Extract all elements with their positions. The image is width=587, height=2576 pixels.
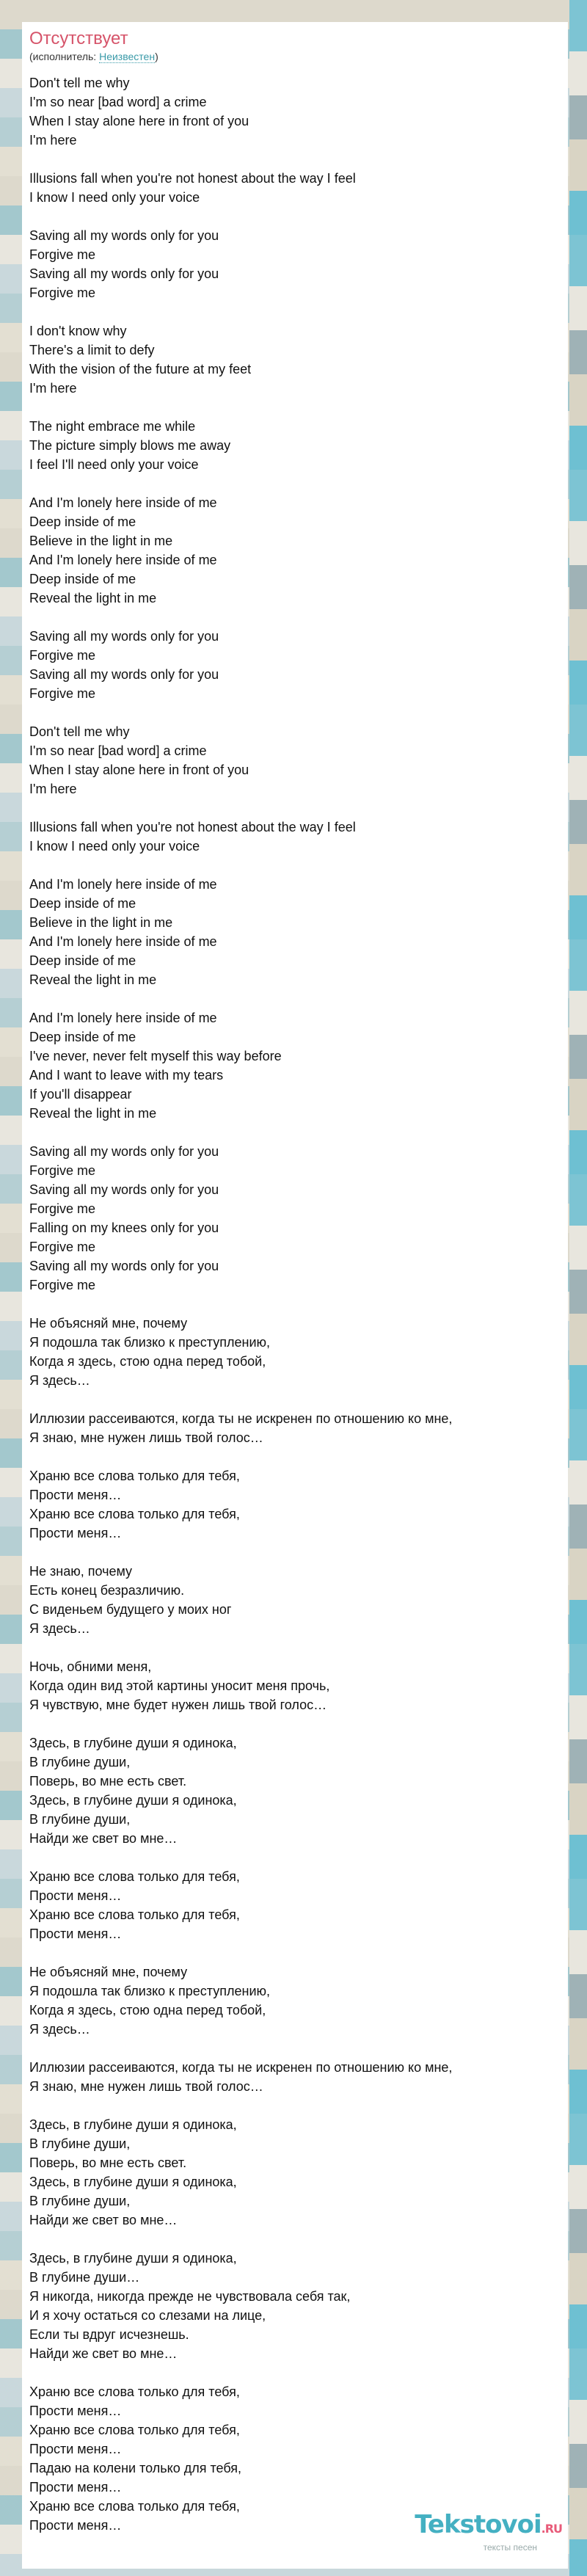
- lyrics-panel: [22, 22, 568, 2569]
- artist-link[interactable]: Неизвестен: [99, 51, 156, 62]
- lyrics-text: Don't tell me why I'm so near [bad word] a crime When I stay alone here in front of you I'm here Illusions fall when you're not honest about the way I feel I know I need only your voice Saving all my words only for you Forgive me Saving all my words only for you Forgive me I don't know why There's a limit to defy With the vision of the future at my feet I'm here The night embrace me while The picture simply blows me away I feel I'll need only your voice And I'm lonely here inside of me Deep inside of me Believe in the light in me And I'm lonely here inside of me Deep inside of me Reveal the light in me Saving all my words only for you Forgive me Saving all my words only for you Forgive me Don't tell me why I'm so near [bad word] a crime When I stay alone here in front of you I'm here Illusions fall when you're not honest about the way I feel I know I need only your voice And I'm lonely here inside of me Deep inside of me Believe in the light in me And I'm lonely here inside of me Deep inside of me Reveal the light in me And I'm lonely here inside of me Deep inside of me I've never, never felt myself this way before And I want to leave with my tears If you'll disappear Reveal the light in me Saving all my words only for you Forgive me Saving all my words only for you Forgive me Falling on my knees only for you Forgive me Saving all my words only for you Forgive me Не объясняй мне, почему Я подошла так близко к преступлению, Когда я здесь, стою одна перед тобой, Я здесь… Иллюзии рассеиваются, когда ты не искренен по отношению ко мне, Я знаю, мне нужен лишь твой голос… Храню все слова только для тебя, Прости меня… Храню все слова только для тебя, Прости меня… Не знаю, почему Есть конец безразличию. С виденьем будущего у моих ног Я здесь… Ночь, обними меня, Когда один вид этой картины уносит меня прочь, Я чувствую, мне будет нужен лишь твой голос… Здесь, в глубине души я одинока, В глубине души, Поверь, во мне есть свет. Здесь, в глубине души я одинока, В глубине души, Найди же свет во мне… Храню все слова только для тебя, Прости меня… Храню все слова только для тебя, Прости меня… Не объясняй мне, почему Я подошла так близко к преступлению, Когда я здесь, стою одна перед тобой, Я здесь… Иллюзии рассеиваются, когда ты не искренен по отношению ко мне, Я знаю, мне нужен лишь твой голос… Здесь, в глубине души я одинока, В глубине души, Поверь, во мне есть свет. Здесь, в глубине души я одинока, В глубине души, Найди же свет во мне… Здесь, в глубине души я одинока, В глубине души… Я никогда, никогда прежде не чувствовала себя так, И я хочу остаться со слезами на лице, Если ты вдруг исчезнешь. Найди же свет во мне… Храню все слова только для тебя, Прости меня… Храню все слова только для тебя, Прости меня… Падаю на колени только для тебя, Прости меня… Храню все слова только для тебя, Прости меня…: [29, 76, 453, 2533]
- logo-name: Tekstovoi: [415, 2510, 542, 2539]
- song-title: Отсутствует: [29, 29, 128, 48]
- site-logo[interactable]: [415, 2511, 562, 2553]
- logo-wordmark: [415, 2511, 562, 2542]
- logo-tld: .RU: [541, 2522, 562, 2536]
- artist-line: [29, 50, 561, 63]
- decorative-side-stripes: [569, 0, 587, 2576]
- artist-suffix: ): [155, 51, 158, 62]
- logo-tagline: тексты песен: [483, 2542, 537, 2553]
- artist-prefix: (исполнитель:: [29, 51, 100, 62]
